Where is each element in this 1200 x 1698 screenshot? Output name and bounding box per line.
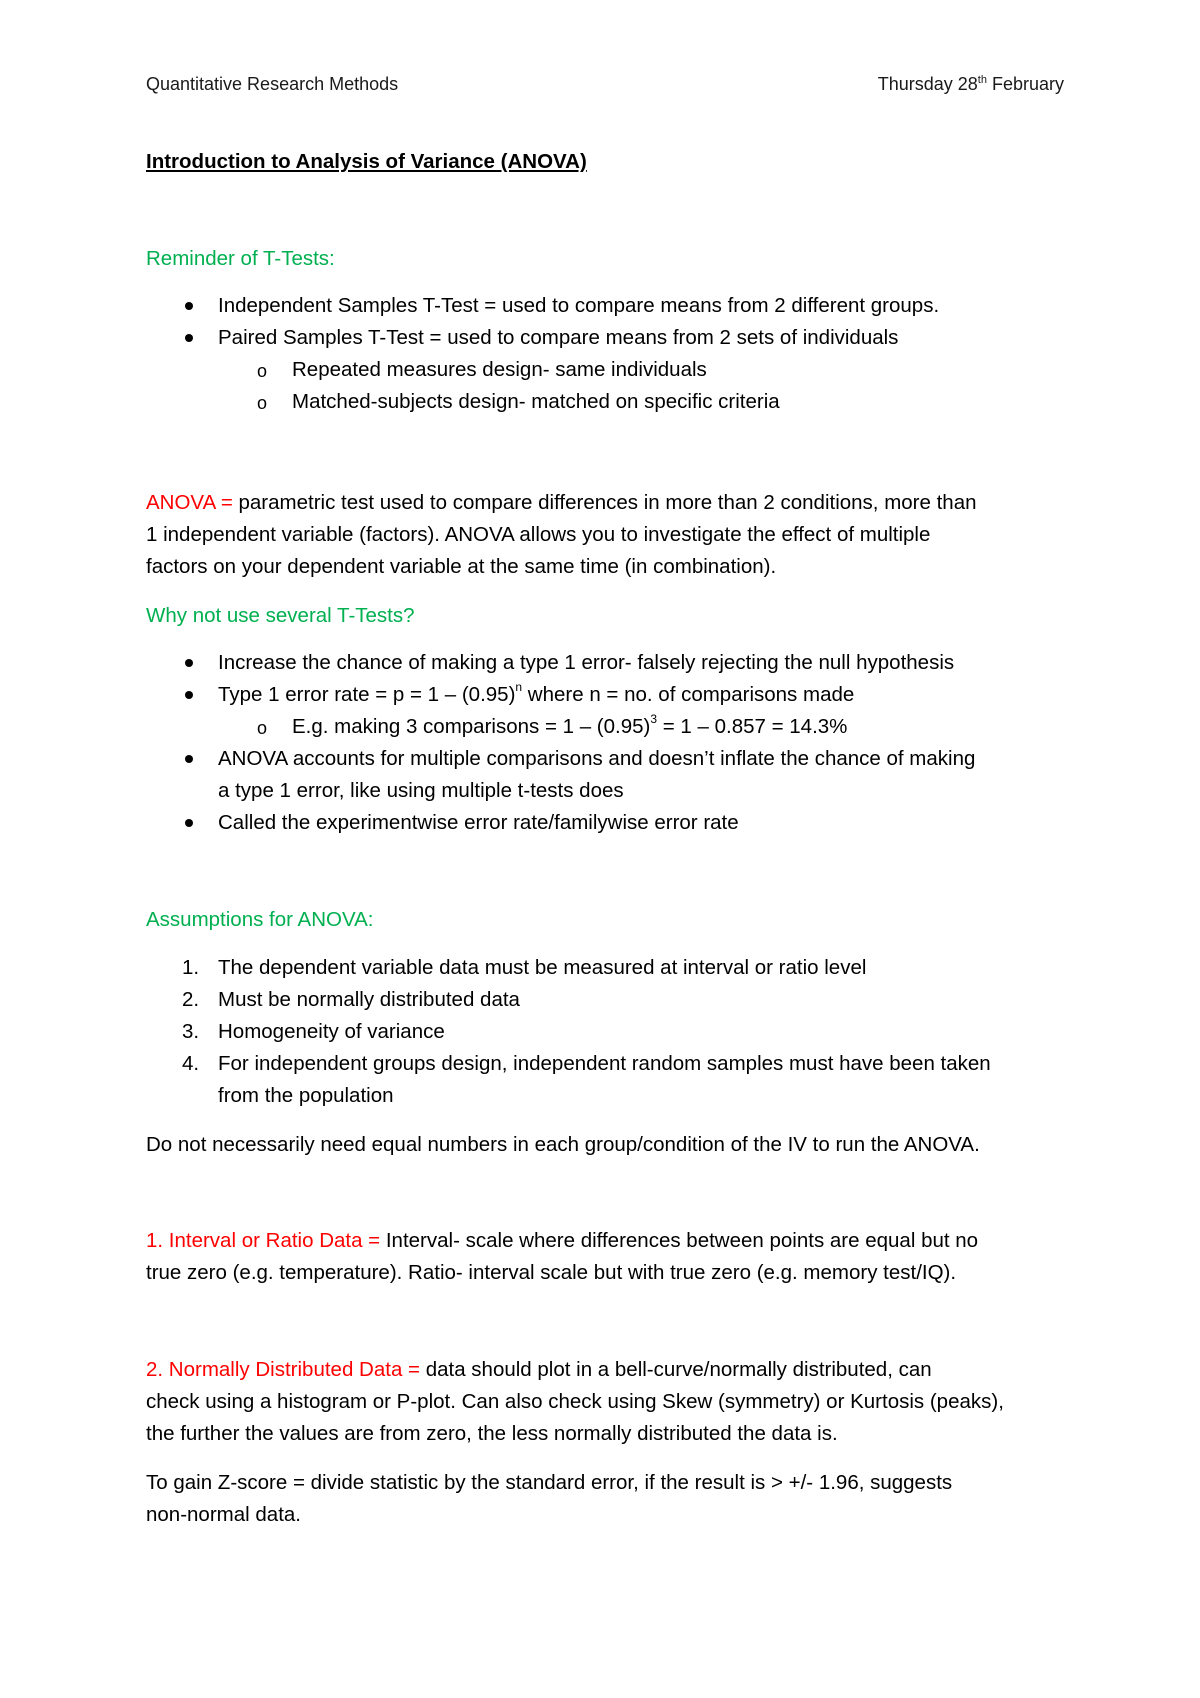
- header-date: Thursday 28th February: [877, 74, 1064, 94]
- list-item: Increase the chance of making a type 1 error- falsely rejecting the null hypothesis: [218, 651, 955, 674]
- interval-line: true zero (e.g. temperature). Ratio- interval scale but with true zero (e.g. memory test/IQ).: [146, 1261, 957, 1284]
- list-item: Homogeneity of variance: [218, 1020, 445, 1043]
- list-item: Must be normally distributed data: [218, 988, 520, 1011]
- page-title: Introduction to Analysis of Variance (ANOVA): [146, 150, 587, 173]
- list-number: 3.: [182, 1020, 200, 1043]
- list-item: Called the experimentwise error rate/familywise error rate: [218, 811, 739, 834]
- normal-line: check using a histogram or P-plot. Can also check using Skew (symmetry) or Kurtosis (peaks),: [146, 1390, 1004, 1413]
- sub-bullet-circle: o: [257, 393, 268, 413]
- anova-definition-line: factors on your dependent variable at the same time (in combination).: [146, 555, 777, 578]
- list-item: Independent Samples T-Test = used to compare means from 2 different groups.: [218, 294, 940, 317]
- list-item: Paired Samples T-Test = used to compare means from 2 sets of individuals: [218, 326, 899, 349]
- bullet-dot: [185, 819, 193, 827]
- list-item: Type 1 error rate = $p = 1 - (0.95)^n$ where n = no. of comparisons made: [218, 680, 855, 706]
- bullet-dot: [185, 691, 193, 699]
- anova-definition-line: 1 independent variable (factors). ANOVA allows you to investigate the effect of multiple: [146, 523, 931, 546]
- normal-line: the further the values are from zero, the less normally distributed the data is.: [146, 1422, 838, 1445]
- interval-line: 1. Interval or Ratio Data = Interval- scale where differences between points are equal but no: [146, 1229, 979, 1252]
- list-item-continuation: a type 1 error, like using multiple t-tests does: [218, 779, 624, 802]
- header-course: Quantitative Research Methods: [146, 74, 399, 94]
- bullet-dot: [185, 334, 193, 342]
- list-subitem: Repeated measures design- same individuals: [292, 358, 707, 381]
- list-item-continuation: from the population: [218, 1084, 394, 1107]
- bullet-dot: [185, 659, 193, 667]
- anova-definition-line: ANOVA = parametric test used to compare differences in more than 2 conditions, more than: [146, 491, 977, 514]
- list-number: 2.: [182, 988, 200, 1011]
- zscore-line: non-normal data.: [146, 1503, 301, 1526]
- list-number: 1.: [182, 956, 200, 979]
- list-item: The dependent variable data must be measured at interval or ratio level: [218, 956, 867, 979]
- list-subitem: Matched-subjects design- matched on specific criteria: [292, 390, 780, 413]
- assumptions-note: Do not necessarily need equal numbers in each group/condition of the IV to run the ANOVA.: [146, 1133, 980, 1156]
- why-heading: Why not use several T-Tests?: [146, 604, 415, 627]
- list-subitem: E.g. making 3 comparisons = $1 - (0.95)^3 = 1 - 0.857 = 14.3\%$: [292, 712, 848, 738]
- zscore-line: To gain Z-score = divide statistic by the standard error, if the result is > +/- 1.96, suggests: [146, 1471, 953, 1494]
- bullet-dot: [185, 302, 193, 310]
- assumptions-heading: Assumptions for ANOVA:: [146, 908, 374, 931]
- list-number: 4.: [182, 1052, 200, 1075]
- list-item: For independent groups design, independent random samples must have been taken: [218, 1052, 991, 1075]
- bullet-dot: [185, 755, 193, 763]
- sub-bullet-circle: o: [257, 361, 268, 381]
- sub-bullet-circle: o: [257, 718, 268, 738]
- normal-line: 2. Normally Distributed Data = data should plot in a bell-curve/normally distributed, can: [146, 1358, 932, 1381]
- list-item: ANOVA accounts for multiple comparisons and doesn’t inflate the chance of making: [218, 747, 976, 770]
- reminder-heading: Reminder of T-Tests:: [146, 247, 335, 270]
